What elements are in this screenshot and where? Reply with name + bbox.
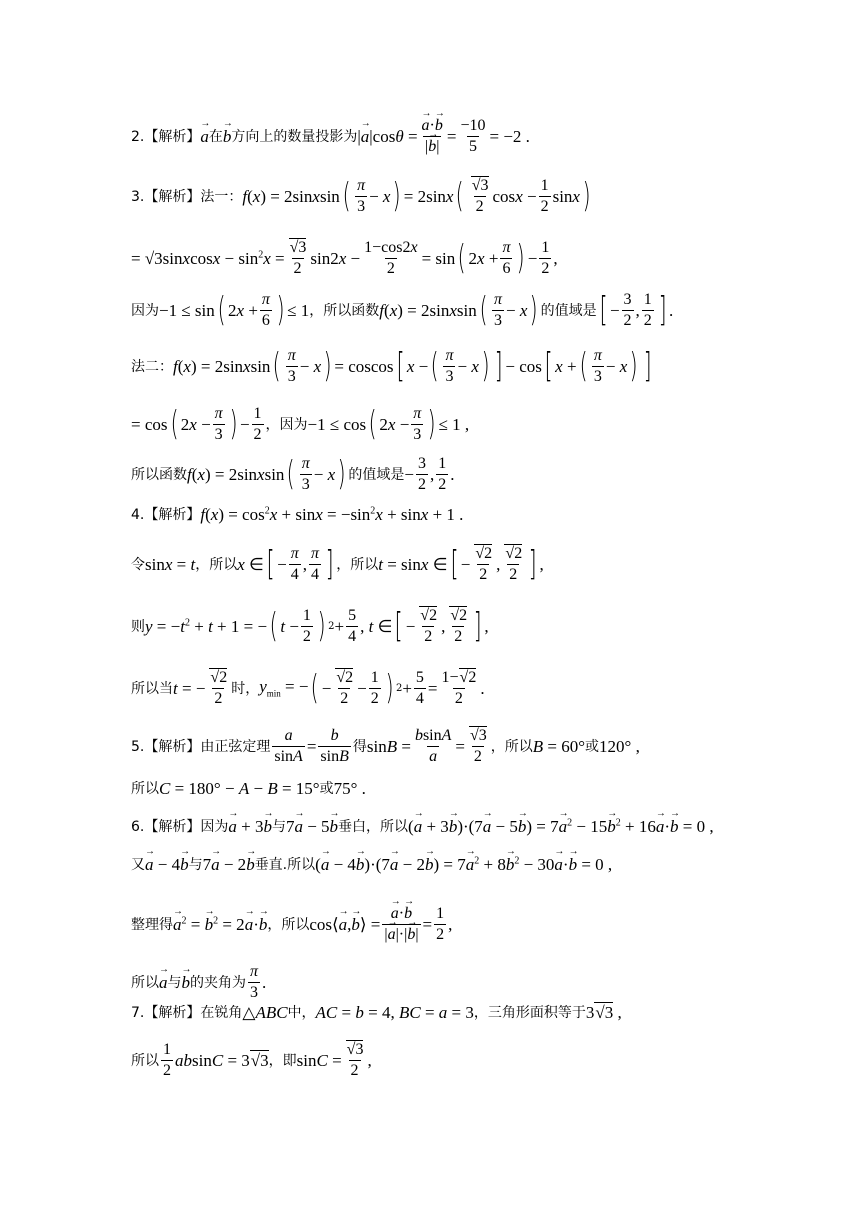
solution-3: 3.【解析】 法一： f(x) = 2sinxsin ( $\frac{\pi}{3}$ − x ) = 2sinx ( $\frac{√3}{2}$ cosx − $\frac{1}{2}$ sinx ): [131, 175, 591, 216]
solution-3-line-6: 所以函数 f(x) = 2sinxsin ( $\frac{\pi}{3}$ − x ) 的值域是 − $\frac{3}{2}$ , $\frac{1}{2}$ .: [131, 453, 455, 494]
solution-6: 6.【解析】 因为 → a + 3→ b 与 7→ a − 5→ b 垂白，所以 (→ $a + 3\to b)\cdot(7\to a - 5\to b) = 7\to a^2 - 15\to b^2 + 16\to a\cdot\to b = 0$ ,: [131, 818, 714, 835]
solution-3-line-2: = √3sinxcosx − $\sin^2x$ = $\frac{√3}{2}$ sin2x − $\frac{1-\cos 2x}{2}$ = sin ( 2x + $\frac{\pi}{6}$ ) − $\frac{1}{2}$ ,: [131, 237, 558, 278]
solution-4-line-2: 令 sinx = t ，所以 x ∈ [ − $\frac{\pi}{4}$ , $\frac{\pi}{4}$ ] ，所以 t = sinx ∈ [ − $\frac{√2}{2}$ , $\frac{√2}{2}$ ] ,: [131, 543, 544, 584]
solution-4-line-3: 则 $y = -t^2 + t + 1$ = − ( t − $\frac{1}{2}$ ) 2 + $\frac{5}{4}$ , t ∈ [ − $\frac{√2}{2}$ , $\frac{√2}{2}$ ] ,: [131, 605, 489, 646]
solution-label: 7.【解析】: [131, 1004, 201, 1021]
solution-3-line-5: = cos ( 2x − $\frac{\pi}{3}$ ) − $\frac{1}{2}$ ，因为 −1 ≤ cos ( 2x − $\frac{\pi}{3}$ ) ≤ 1 ,: [131, 403, 470, 444]
solution-2: 2.【解析】 → a 在 → b 方向上的数量投影为 |→ a|cosθ = → $\frac{a\cdot\to b}{|\to b|}$ = $\frac{-10}{5}$ = −2 .: [131, 118, 530, 155]
solution-label: 3.【解析】: [131, 188, 201, 205]
solution-3-line-3: 因为 −1 ≤ sin ( 2x + $\frac{\pi}{6}$ ) ≤ 1 ，所以函数 f(x) = 2sinxsin ( $\frac{\pi}{3}$ − x ) 的值域是 [ − $\frac{3}{2}$ , $\frac{1}{2}$ ] .: [131, 289, 674, 330]
solution-4-line-4: 所以当 t = − $\frac{√2}{2}$ 时， $y_{min}$ = − ( − $\frac{√2}{2}$ − $\frac{1}{2}$ ) 2 + $\frac{5}{4}$ = $\frac{1-√2}{2}$ .: [131, 667, 485, 708]
solution-3-method-2: 法二： f(x) = 2sinxsin ( $\frac{\pi}{3}$ − x ) = coscos [ x − ( $\frac{\pi}{3}$ − x ) ] − cos [ x + ( $\frac{\pi}{3}$ − x ) ]: [131, 345, 652, 386]
fraction: $\frac{-10}{5}$: [460, 117, 486, 155]
solution-label: 5.【解析】: [131, 738, 201, 755]
fraction: → $\frac{a\cdot\to b}{|\to b|}$: [420, 118, 445, 155]
solution-7: 7.【解析】 在锐角 △ABC 中， AC = b = 4, BC = a = 3 ，三角形面积等于 3√3 ,: [131, 1003, 622, 1022]
solution-7-line-2: 所以 $\frac{1}{2}$ absinC = 3√3 ，即 sinC = $\frac{√3}{2}$ ,: [131, 1041, 372, 1079]
solution-6-line-4: 所以 → a 与 → b 的夹角为 $\frac{\pi}{3}$ .: [131, 964, 266, 1001]
solution-5: 5.【解析】 由正弦定理 $\frac{a}{\sin A}$ = $\frac{b}{\sin B}$ 得 sinB = $\frac{bsinA}{a}$ = $\frac{√3}{2}$ ，所以 B = 60° 或 120° ,: [131, 727, 640, 765]
solution-5-line-2: 所以 C = 180° − A − B = 15° 或 75° .: [131, 779, 366, 798]
solution-4: 4.【解析】 $f(x) = \cos^2x + \sin x = -\sin^2x + \sin x + 1$ .: [131, 505, 464, 524]
solution-6-line-3: 整理得 → $a^2$ = → $b^2 = 2\to a\cdot\to b$ ，所以 cos⟨→ a,→ b⟩ = → $\frac{a\cdot\to b}{|\to a|\cdot|\to b|}$ = $\frac{1}{2}$ ,: [131, 906, 452, 943]
solution-label: 6.【解析】: [131, 818, 201, 835]
solution-label: 4.【解析】: [131, 506, 201, 523]
solution-label: 2.【解析】: [131, 128, 201, 145]
solution-6-line-2: 又 → a − 4→ b 与 7→ a − 2→ b 垂直.所以 (→ $a - 4\to b)\cdot(7\to a - 2\to b) = 7\to a^2 + 8\to b^2 - 30\to a\cdot\to b = 0$ ,: [131, 856, 612, 873]
